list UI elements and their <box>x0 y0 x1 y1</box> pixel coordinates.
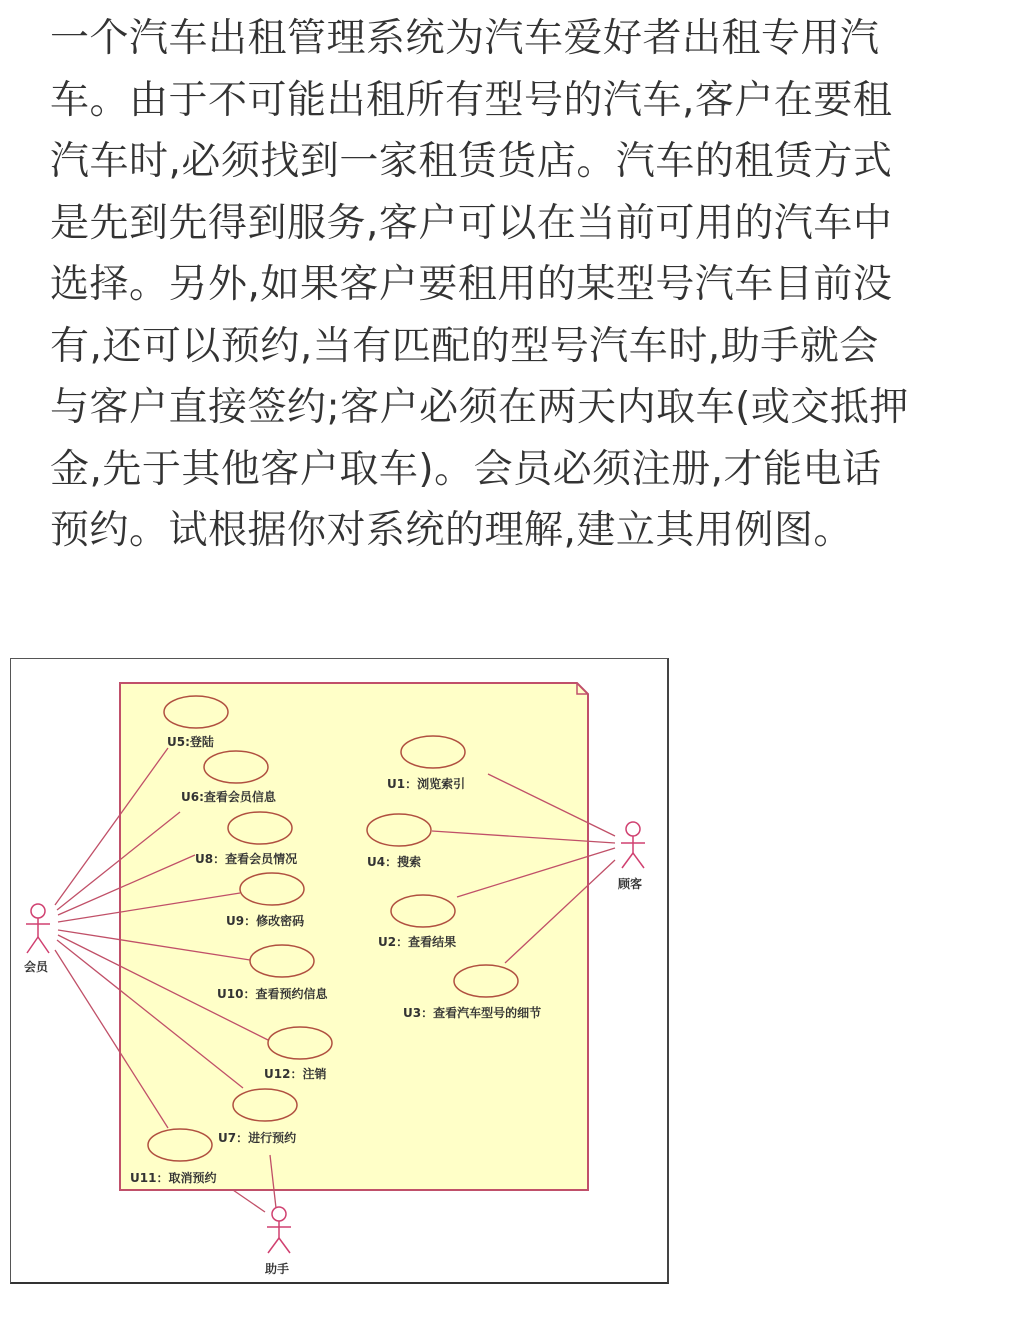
actor-label-assistant: 助手 <box>265 1262 290 1276</box>
use-case-U2[interactable] <box>391 895 455 927</box>
use-case-label-U3: U3：查看汽车型号的细节 <box>403 1006 542 1020</box>
use-case-label-U10: U10：查看预约信息 <box>217 987 328 1001</box>
question-line: 是先到先得到服务,客户可以在当前可用的汽车中 <box>50 200 893 246</box>
use-case-label-U11: U11：取消预约 <box>130 1171 217 1185</box>
actor-label-member: 会员 <box>24 960 49 974</box>
use-case-label-U2: U2：查看结果 <box>378 935 457 949</box>
use-case-label-U6: U6:查看会员信息 <box>181 790 276 804</box>
use-case-U3[interactable] <box>454 965 518 997</box>
use-case-label-U8: U8：查看会员情况 <box>195 852 298 866</box>
question-line: 与客户直接签约;客户必须在两天内取车(或交抵押 <box>50 385 909 430</box>
question-line: 一个汽车出租管理系统为汽车爱好者出租专用汽 <box>50 16 880 61</box>
actor-member[interactable] <box>26 904 50 953</box>
use-case-U8[interactable] <box>228 812 292 844</box>
use-case-U4[interactable] <box>367 814 431 846</box>
actor-icon <box>626 822 640 836</box>
actor-label-customer: 顾客 <box>618 877 643 891</box>
system-boundary <box>120 683 588 1190</box>
actor-customer[interactable] <box>621 822 645 868</box>
use-case-label-U7: U7：进行预约 <box>218 1131 297 1145</box>
actor-icon <box>31 904 45 918</box>
use-case-label-U4: U4：搜索 <box>367 855 422 869</box>
question-line: 金,先于其他客户取车)。会员必须注册,才能电话 <box>50 446 882 492</box>
question-line: 预约。试根据你对系统的理解,建立其用例图。 <box>50 508 853 553</box>
use-case-U10[interactable] <box>250 945 314 977</box>
use-case-label-U12: U12：注销 <box>264 1067 327 1081</box>
question-line: 有,还可以预约,当有匹配的型号汽车时,助手就会 <box>50 323 879 369</box>
question-line: 选择。另外,如果客户要租用的某型号汽车目前没 <box>50 262 893 307</box>
use-case-U7[interactable] <box>233 1089 297 1121</box>
question-line: 车。由于不可能出租所有型号的汽车,客户在要租 <box>50 77 893 123</box>
use-case-U6[interactable] <box>204 751 268 783</box>
use-case-U11[interactable] <box>148 1129 212 1161</box>
use-case-U9[interactable] <box>240 873 304 905</box>
actor-assistant[interactable] <box>267 1207 291 1253</box>
question-line: 汽车时,必须找到一家租赁货店。汽车的租赁方式 <box>50 139 893 184</box>
use-case-label-U5: U5:登陆 <box>167 735 214 749</box>
actor-icon <box>272 1207 286 1221</box>
use-case-U1[interactable] <box>401 736 465 768</box>
use-case-label-U1: U1：浏览索引 <box>387 777 466 791</box>
use-case-U5[interactable] <box>164 696 228 728</box>
use-case-label-U9: U9：修改密码 <box>226 914 305 928</box>
use-case-U12[interactable] <box>268 1027 332 1059</box>
